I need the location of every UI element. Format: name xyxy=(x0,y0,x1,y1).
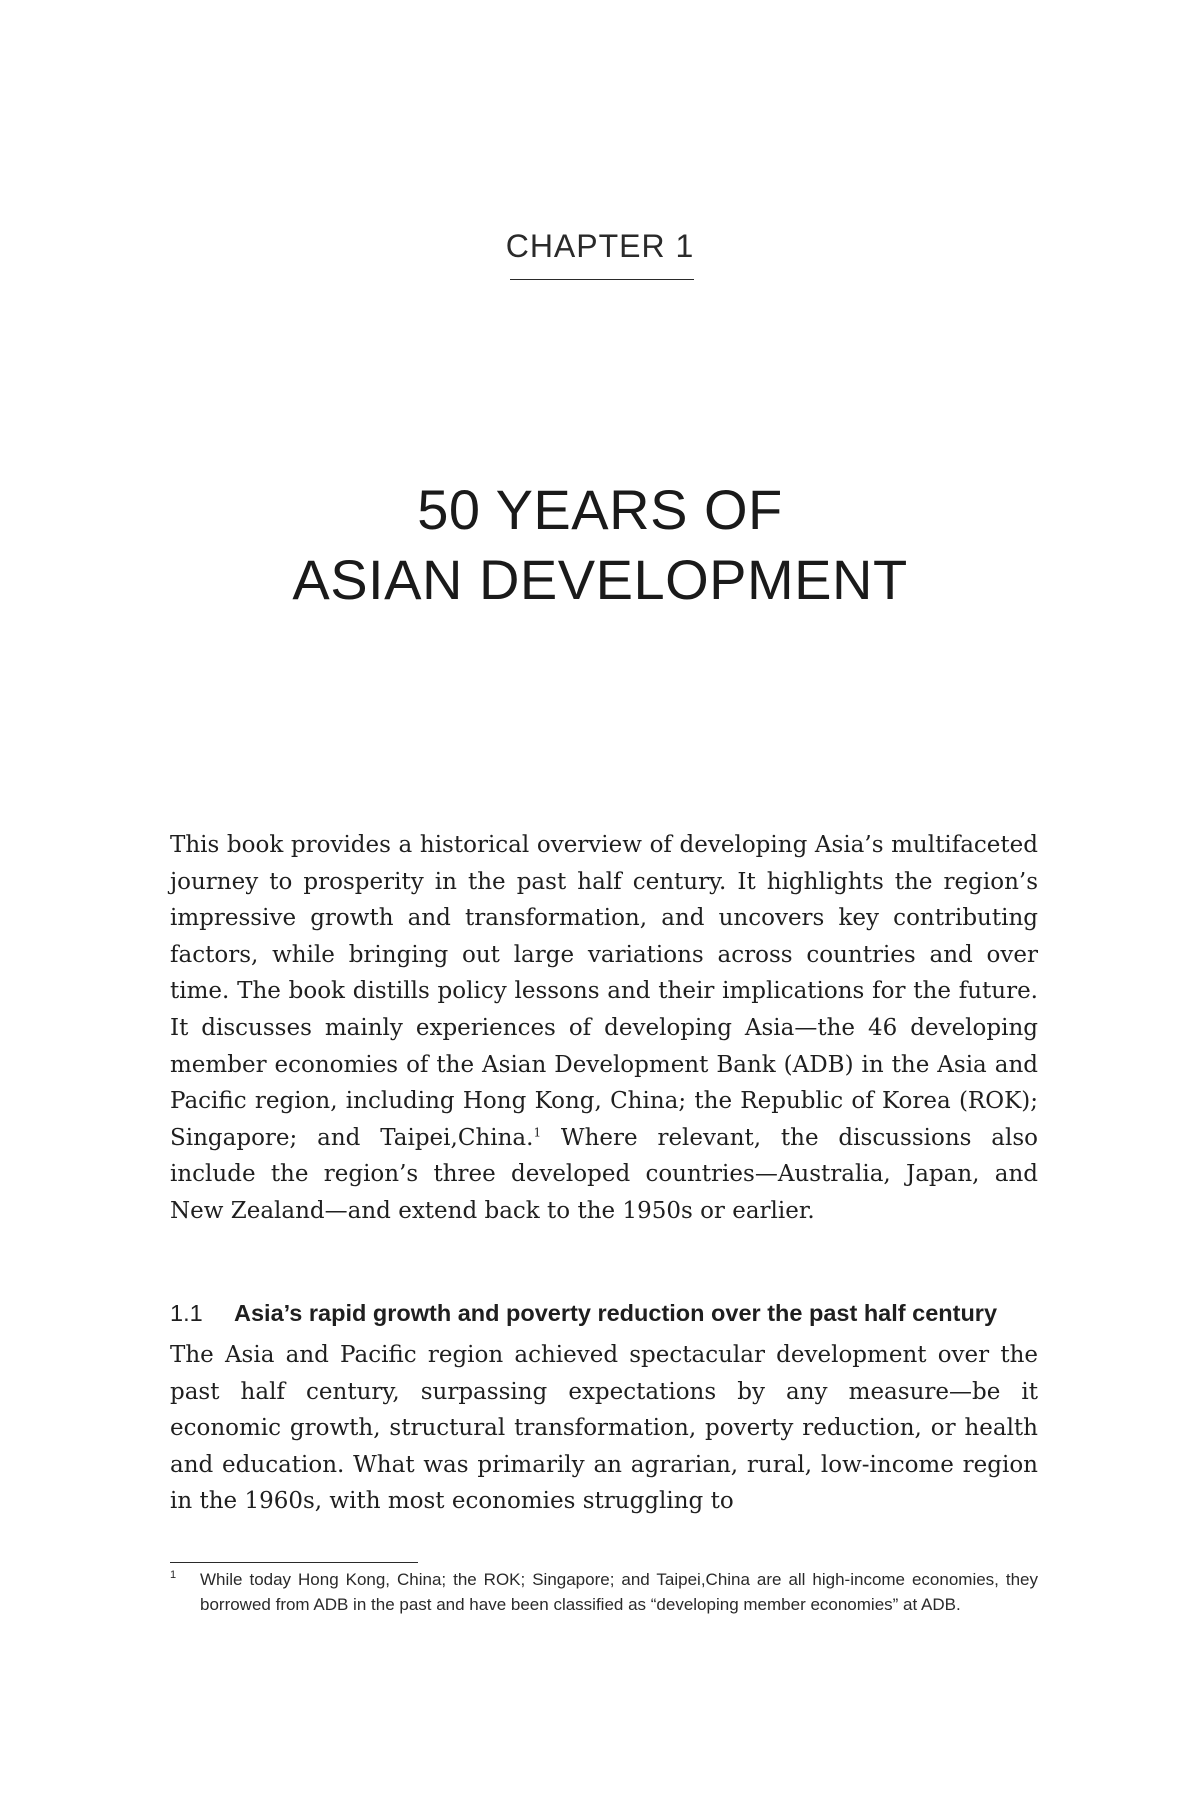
footnote-separator xyxy=(170,1562,418,1563)
chapter-title-line-2: ASIAN DEVELOPMENT xyxy=(292,548,908,611)
section-number: 1.1 xyxy=(170,1300,203,1326)
chapter-title xyxy=(0,475,1200,615)
section-paragraph: The Asia and Pacific region achieved spectacular development over the past half century, surpassing expectations by any measure—be it economic growth, structural transformation, poverty reduction, or health and education. What was primarily an agrarian, rural, low-income region in the 1960s, with most economies struggling to xyxy=(170,1342,1038,1515)
footnote-text: While today Hong Kong, China; the ROK; Singapore; and Taipei,China are all high-income economies, they borrowed from ADB in the past and have been classified as “developing member economies” at ADB. xyxy=(200,1570,1038,1614)
section-heading xyxy=(170,1300,1050,1327)
chapter-label: CHAPTER 1 xyxy=(505,228,695,264)
section-title: Asia’s rapid growth and poverty reduction over the past half century xyxy=(234,1300,998,1326)
chapter-title-line-1: 50 YEARS OF xyxy=(417,478,783,541)
footnote-reference[interactable]: 1 xyxy=(533,1125,542,1140)
footnote-mark: 1 xyxy=(170,1569,177,1581)
intro-text-continued: Where relevant, the discussions also include the region’s three developed countries—Australia, Japan, and New Zealand—and extend back to the 1950s or earlier. xyxy=(170,1124,1038,1224)
chapter-underline xyxy=(510,279,694,280)
intro-text: This book provides a historical overview of developing Asia’s multifaceted journey to prosperity in the past half century. It highlights the region’s impressive growth and transformation, and uncovers key contributing factors, while bringing out large variations across countries and over time. The book distills policy lessons and their implications for the future. It discusses mainly experiences of developing Asia—the 46 developing member economies of the Asian Development Bank (ADB) in the Asia and Pacific region, including Hong Kong, China; the Republic of Korea (ROK); Singapore; and Taipei,China. xyxy=(170,832,1038,1151)
footnote xyxy=(170,1567,1038,1617)
intro-paragraph xyxy=(170,827,1038,1230)
